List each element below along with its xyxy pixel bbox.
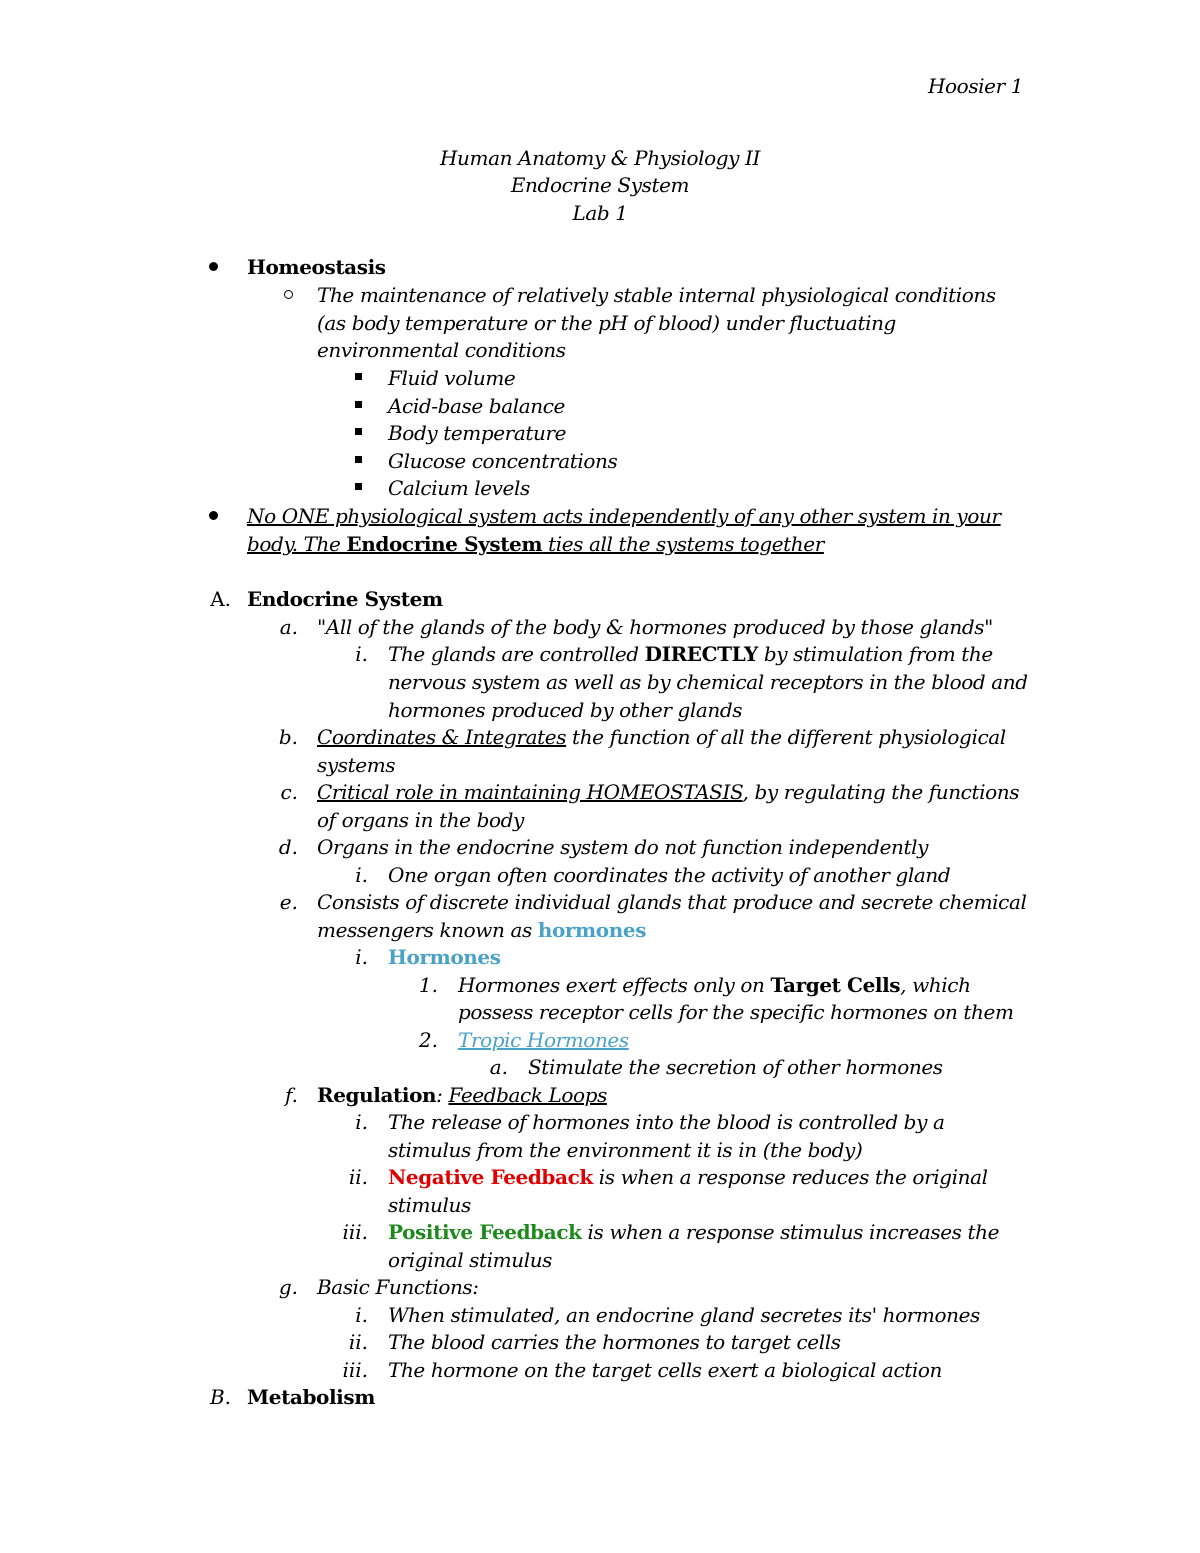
item-f-ii-line2: stimulus bbox=[388, 1193, 471, 1217]
item-underlined: Coordinates & Integrates bbox=[317, 725, 567, 749]
item-marker: e. bbox=[279, 890, 298, 914]
item-g-iii: The hormone on the target cells exert a biological action bbox=[388, 1358, 942, 1382]
tropic-hormones-link[interactable]: Tropic Hormones bbox=[458, 1028, 629, 1052]
note-text: ties all the systems together bbox=[542, 532, 824, 556]
item-marker: i. bbox=[355, 642, 368, 666]
bullet-square-icon bbox=[355, 401, 362, 408]
item-text: by stimulation from the bbox=[757, 642, 993, 666]
item-text: Hormones exert effects only on bbox=[458, 973, 771, 997]
item-f-i-line1: The release of hormones into the blood is controlled by a bbox=[388, 1110, 945, 1134]
item-marker: b. bbox=[278, 725, 298, 749]
homeostasis-definition-line3: environmental conditions bbox=[317, 338, 566, 362]
item-e-i-1-line1 bbox=[458, 971, 971, 999]
item-marker: ii. bbox=[348, 1165, 368, 1189]
item-underlined: Critical role in maintaining HOMEOSTASIS bbox=[317, 780, 743, 804]
item-g: Basic Functions: bbox=[317, 1275, 479, 1299]
item-c-line1 bbox=[317, 778, 1019, 806]
list-item: Acid-base balance bbox=[388, 394, 565, 418]
item-f-i-line2: stimulus from the environment it is in (the body) bbox=[388, 1138, 863, 1162]
item-e-line1: Consists of discrete individual glands that produce and secrete chemical bbox=[317, 890, 1027, 914]
item-a-i-line3: hormones produced by other glands bbox=[388, 698, 743, 722]
running-head: Hoosier 1 bbox=[928, 74, 1024, 98]
item-f bbox=[317, 1081, 607, 1109]
bullet-dot-icon bbox=[209, 511, 218, 520]
section-marker: B. bbox=[209, 1385, 231, 1409]
item-f-iii-line2: original stimulus bbox=[388, 1248, 553, 1272]
item-text: , by regulating the functions bbox=[742, 780, 1020, 804]
item-d: Organs in the endocrine system do not function independently bbox=[317, 835, 929, 859]
title-lab: Lab 1 bbox=[572, 201, 628, 225]
item-b-line2: systems bbox=[317, 753, 396, 777]
title-system: Endocrine System bbox=[510, 173, 690, 197]
item-text: is when a response reduces the original bbox=[592, 1165, 988, 1189]
item-marker: a. bbox=[489, 1055, 508, 1079]
item-marker: ii. bbox=[348, 1330, 368, 1354]
list-item: Body temperature bbox=[388, 421, 567, 445]
item-marker: i. bbox=[355, 1110, 368, 1134]
section-a-heading: Endocrine System bbox=[247, 587, 443, 611]
item-text: : bbox=[436, 1083, 449, 1107]
item-e-i-1-line2: possess receptor cells for the specific hormones on them bbox=[458, 1000, 1014, 1024]
item-emphasis: DIRECTLY bbox=[644, 642, 758, 666]
bullet-circle-icon bbox=[284, 290, 293, 299]
item-emphasis: Regulation bbox=[317, 1083, 437, 1107]
note-emphasis: Endocrine System bbox=[346, 532, 543, 556]
item-e-line2 bbox=[317, 916, 646, 944]
list-item: Calcium levels bbox=[388, 476, 530, 500]
item-text: is when a response stimulus increases the bbox=[581, 1220, 1000, 1244]
item-f-ii-line1 bbox=[388, 1163, 988, 1191]
item-marker: f. bbox=[284, 1083, 298, 1107]
item-emphasis: Negative Feedback bbox=[388, 1165, 593, 1189]
note-line2 bbox=[247, 530, 824, 558]
section-marker: A. bbox=[210, 587, 231, 611]
item-g-ii: The blood carries the hormones to target cells bbox=[388, 1330, 841, 1354]
item-marker: i. bbox=[355, 863, 368, 887]
homeostasis-definition-line1: The maintenance of relatively stable internal physiological conditions bbox=[317, 283, 996, 307]
bullet-dot-icon bbox=[209, 262, 218, 271]
list-item: Fluid volume bbox=[388, 366, 516, 390]
homeostasis-heading: Homeostasis bbox=[247, 255, 386, 279]
item-marker: 1. bbox=[418, 973, 438, 997]
section-b-heading: Metabolism bbox=[247, 1385, 376, 1409]
bullet-square-icon bbox=[355, 456, 362, 463]
note-text: body. The bbox=[247, 532, 347, 556]
item-marker: 2. bbox=[418, 1028, 438, 1052]
bullet-square-icon bbox=[355, 373, 362, 380]
item-a-i-line2: nervous system as well as by chemical receptors in the blood and bbox=[388, 670, 1028, 694]
item-emphasis: Positive Feedback bbox=[388, 1220, 582, 1244]
item-f-iii-line1 bbox=[388, 1218, 999, 1246]
item-a-i-line1 bbox=[388, 640, 993, 668]
item-d-i: One organ often coordinates the activity of another gland bbox=[388, 863, 951, 887]
bullet-square-icon bbox=[355, 483, 362, 490]
note-line1: No ONE physiological system acts independently of any other system in your bbox=[247, 504, 1001, 528]
item-e-i-2-a: Stimulate the secretion of other hormones bbox=[528, 1055, 943, 1079]
item-marker: i. bbox=[355, 1303, 368, 1327]
item-text: , which bbox=[900, 973, 971, 997]
homeostasis-definition-line2: (as body temperature or the pH of blood) under fluctuating bbox=[317, 311, 896, 335]
item-marker: i. bbox=[355, 945, 368, 969]
hormones-heading: Hormones bbox=[388, 945, 501, 969]
item-b-line1 bbox=[317, 723, 1006, 751]
item-text: the function of all the different physiological bbox=[566, 725, 1006, 749]
item-underlined: Feedback Loops bbox=[448, 1083, 607, 1107]
title-course: Human Anatomy & Physiology II bbox=[440, 146, 760, 170]
item-g-i: When stimulated, an endocrine gland secretes its' hormones bbox=[388, 1303, 980, 1327]
item-c-line2: of organs in the body bbox=[317, 808, 524, 832]
list-item: Glucose concentrations bbox=[388, 449, 618, 473]
item-text: The glands are controlled bbox=[388, 642, 645, 666]
item-marker: g. bbox=[278, 1275, 298, 1299]
item-marker: c. bbox=[280, 780, 298, 804]
item-marker: d. bbox=[278, 835, 298, 859]
item-marker: iii. bbox=[342, 1220, 368, 1244]
item-text: messengers known as bbox=[317, 918, 538, 942]
item-a: "All of the glands of the body & hormones produced by those glands" bbox=[317, 615, 993, 639]
item-emphasis: hormones bbox=[537, 918, 647, 942]
item-marker: iii. bbox=[342, 1358, 368, 1382]
item-marker: a. bbox=[279, 615, 298, 639]
item-emphasis: Target Cells bbox=[770, 973, 901, 997]
bullet-square-icon bbox=[355, 428, 362, 435]
